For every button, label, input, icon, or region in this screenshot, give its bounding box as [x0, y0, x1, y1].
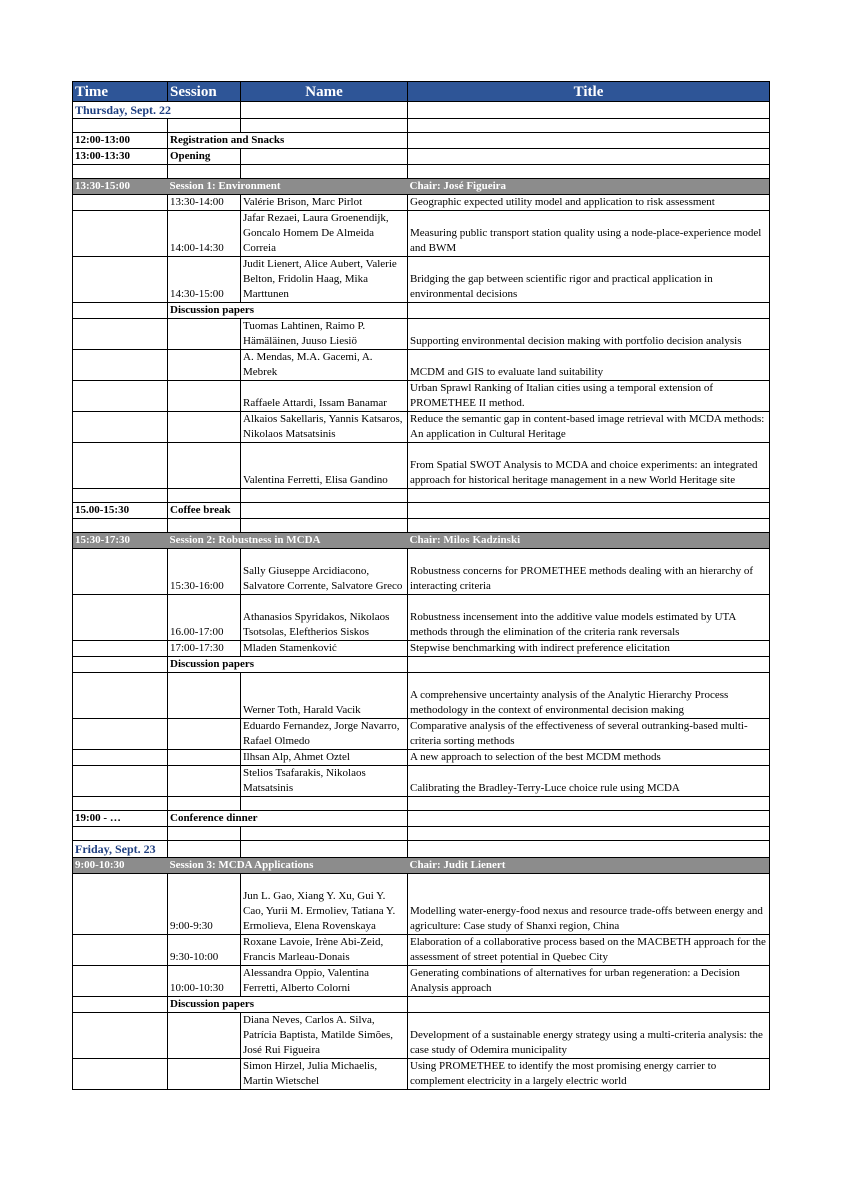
talk-authors: Jun L. Gao, Xiang Y. Xu, Gui Y. Cao, Yurii M. Ermoliev, Tatiana Y. Ermolieva, Elena Rovenskaya: [241, 874, 408, 935]
paper-authors: Valentina Ferretti, Elisa Gandino: [241, 443, 408, 489]
discussion-label: Discussion papers: [168, 303, 408, 319]
discussion-label: Discussion papers: [168, 657, 408, 673]
talk-time: 9:30-10:00: [168, 935, 241, 966]
paper-row: [73, 673, 770, 719]
talk-authors: Judit Lienert, Alice Aubert, Valerie Belton, Fridolin Haag, Mika Marttunen: [241, 257, 408, 303]
paper-row: [73, 750, 770, 766]
talk-title: Generating combinations of alternatives for urban regeneration: a Decision Analysis approach: [408, 966, 770, 997]
header-time: Time: [73, 82, 168, 102]
schedule-row: [73, 133, 770, 149]
session-time: 13:30-15:00: [73, 179, 168, 195]
header-title: Title: [408, 82, 770, 102]
talk-row: [73, 257, 770, 303]
paper-title: From Spatial SWOT Analysis to MCDA and choice experiments: an integrated approach for historical heritage management in a new World Heritage site: [408, 443, 770, 489]
session-name: Session 1: Environment: [168, 179, 408, 195]
session-time: 15:30-17:30: [73, 533, 168, 549]
paper-row: [73, 719, 770, 750]
talk-title: Stepwise benchmarking with indirect preference elicitation: [408, 641, 770, 657]
schedule-row: [73, 149, 770, 165]
talk-authors: Mladen Stamenković: [241, 641, 408, 657]
header-row: [73, 82, 770, 102]
paper-authors: Raffaele Attardi, Issam Banamar: [241, 381, 408, 412]
slot-label: Coffee break: [168, 503, 241, 519]
schedule-row: [73, 811, 770, 827]
talk-title: Robustness incensement into the additive value models estimated by UTA methods through the elimination of the criteria rank reversals: [408, 595, 770, 641]
session-header-row: [73, 179, 770, 195]
paper-authors: Tuomas Lahtinen, Raimo P. Hämäläinen, Juuso Liesiö: [241, 319, 408, 350]
session-name: Session 2: Robustness in MCDA: [168, 533, 408, 549]
paper-title: Supporting environmental decision making with portfolio decision analysis: [408, 319, 770, 350]
day-label: Thursday, Sept. 22: [73, 102, 241, 119]
paper-row: [73, 1013, 770, 1059]
session-name: Session 3: MCDA Applications: [168, 858, 408, 874]
discussion-row: [73, 657, 770, 673]
programme-table: [72, 81, 770, 1090]
paper-authors: Alkaios Sakellaris, Yannis Katsaros, Nikolaos Matsatsinis: [241, 412, 408, 443]
session-chair: Chair: Judit Lienert: [408, 858, 770, 874]
talk-time: 14:30-15:00: [168, 257, 241, 303]
paper-authors: Simon Hirzel, Julia Michaelis, Martin Wietschel: [241, 1059, 408, 1090]
paper-authors: Diana Neves, Carlos A. Silva, Patrícia Baptista, Matilde Simões, José Rui Figueira: [241, 1013, 408, 1059]
schedule-row: [73, 503, 770, 519]
talk-row: [73, 595, 770, 641]
talk-authors: Sally Giuseppe Arcidiacono, Salvatore Corrente, Salvatore Greco: [241, 549, 408, 595]
slot-time: 12:00-13:00: [73, 133, 168, 149]
paper-title: Urban Sprawl Ranking of Italian cities using a temporal extension of PROMETHEE II method.: [408, 381, 770, 412]
talk-row: [73, 195, 770, 211]
talk-time: 16.00-17:00: [168, 595, 241, 641]
talk-row: [73, 549, 770, 595]
header-session: Session: [168, 82, 241, 102]
discussion-row: [73, 997, 770, 1013]
slot-label: Opening: [168, 149, 241, 165]
day-row: [73, 102, 770, 119]
talk-time: 10:00-10:30: [168, 966, 241, 997]
paper-row: [73, 1059, 770, 1090]
paper-title: MCDM and GIS to evaluate land suitability: [408, 350, 770, 381]
talk-title: Elaboration of a collaborative process based on the MACBETH approach for the assessment of street potential in Quebec City: [408, 935, 770, 966]
paper-authors: Stelios Tsafarakis, Nikolaos Matsatsinis: [241, 766, 408, 797]
session-header-row: [73, 858, 770, 874]
session-header-row: [73, 533, 770, 549]
paper-title: A new approach to selection of the best MCDM methods: [408, 750, 770, 766]
talk-authors: Jafar Rezaei, Laura Groenendijk, Goncalo Homem De Almeida Correia: [241, 211, 408, 257]
slot-time: 19:00 - …: [73, 811, 168, 827]
paper-title: A comprehensive uncertainty analysis of the Analytic Hierarchy Process methodology in the context of environmental decision making: [408, 673, 770, 719]
paper-title: Reduce the semantic gap in content-based image retrieval with MCDA methods: An application in Cultural Heritage: [408, 412, 770, 443]
paper-row: [73, 350, 770, 381]
paper-authors: A. Mendas, M.A. Gacemi, A. Mebrek: [241, 350, 408, 381]
paper-authors: Ilhsan Alp, Ahmet Oztel: [241, 750, 408, 766]
talk-authors: Alessandra Oppio, Valentina Ferretti, Alberto Colorni: [241, 966, 408, 997]
talk-time: 13:30-14:00: [168, 195, 241, 211]
discussion-label: Discussion papers: [168, 997, 408, 1013]
talk-title: Geographic expected utility model and application to risk assessment: [408, 195, 770, 211]
talk-row: [73, 935, 770, 966]
talk-title: Modelling water-energy-food nexus and resource trade-offs between energy and agriculture: Case study of Shanxi region, China: [408, 874, 770, 935]
talk-title: Robustness concerns for PROMETHEE methods dealing with an hierarchy of interacting criteria: [408, 549, 770, 595]
slot-time: 13:00-13:30: [73, 149, 168, 165]
talk-time: 15:30-16:00: [168, 549, 241, 595]
talk-title: Measuring public transport station quality using a node-place-experience model and BWM: [408, 211, 770, 257]
paper-title: Calibrating the Bradley-Terry-Luce choice rule using MCDA: [408, 766, 770, 797]
paper-row: [73, 443, 770, 489]
session-chair: Chair: Milos Kadzinski: [408, 533, 770, 549]
paper-row: [73, 381, 770, 412]
paper-authors: Werner Toth, Harald Vacik: [241, 673, 408, 719]
paper-authors: Eduardo Fernandez, Jorge Navarro, Rafael Olmedo: [241, 719, 408, 750]
talk-authors: Valérie Brison, Marc Pirlot: [241, 195, 408, 211]
talk-row: [73, 211, 770, 257]
paper-title: Comparative analysis of the effectiveness of several outranking-based multi-criteria sorting methods: [408, 719, 770, 750]
talk-title: Bridging the gap between scientific rigor and practical application in environmental decisions: [408, 257, 770, 303]
talk-authors: Roxane Lavoie, Irène Abi-Zeid, Francis Marleau-Donais: [241, 935, 408, 966]
paper-row: [73, 319, 770, 350]
talk-authors: Athanasios Spyridakos, Nikolaos Tsotsolas, Eleftherios Siskos: [241, 595, 408, 641]
talk-time: 17:00-17:30: [168, 641, 241, 657]
session-time: 9:00-10:30: [73, 858, 168, 874]
discussion-row: [73, 303, 770, 319]
talk-row: [73, 874, 770, 935]
talk-row: [73, 641, 770, 657]
paper-title: Using PROMETHEE to identify the most promising energy carrier to complement electricity in a largely electric world: [408, 1059, 770, 1090]
session-chair: Chair: José Figueira: [408, 179, 770, 195]
talk-time: 14:00-14:30: [168, 211, 241, 257]
header-name: Name: [241, 82, 408, 102]
slot-label: Registration and Snacks: [168, 133, 408, 149]
slot-time: 15.00-15:30: [73, 503, 168, 519]
talk-time: 9:00-9:30: [168, 874, 241, 935]
paper-title: Development of a sustainable energy strategy using a multi-criteria analysis: the case study of Odemira municipality: [408, 1013, 770, 1059]
talk-row: [73, 966, 770, 997]
slot-label: Conference dinner: [168, 811, 408, 827]
day-label: Friday, Sept. 23: [73, 841, 168, 858]
paper-row: [73, 766, 770, 797]
paper-row: [73, 412, 770, 443]
day-row: [73, 841, 770, 858]
